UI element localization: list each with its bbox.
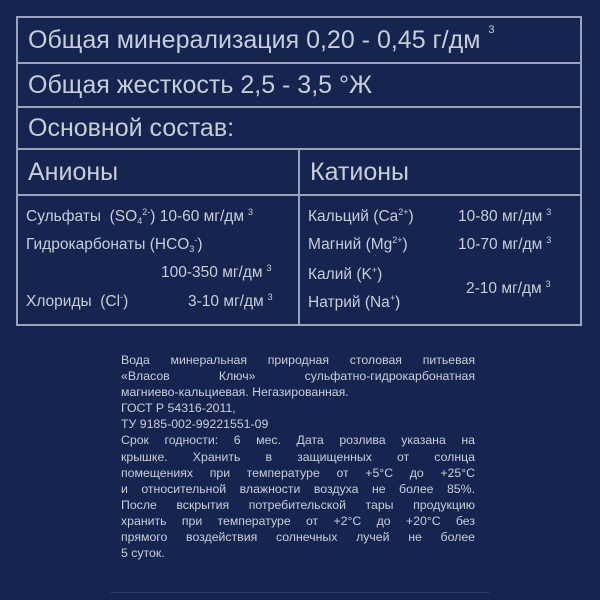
sodium-formula: (Na+) <box>364 293 401 311</box>
description-line: Срок годности: 6 мес. Дата розлива указана на <box>121 433 475 448</box>
kna-range-cell <box>466 280 551 298</box>
calcium-unit-sup: 3 <box>546 207 552 217</box>
sulfates-formula: $(SO4^{2-})$ <box>109 207 156 226</box>
hydrocarbonates-range-line <box>161 264 272 282</box>
hydrocarbonates-formula: (HCO3-) <box>149 235 203 254</box>
cations-header: Катионы <box>300 150 580 196</box>
description-line: ТУ 9185-002-99221551-09 <box>121 417 269 432</box>
potassium-item <box>308 266 382 284</box>
ions-section <box>18 150 580 324</box>
composition-table <box>16 16 582 326</box>
description-line: «Власов Ключ» сульфатно-гидрокарбонатная <box>121 369 475 384</box>
chlorides-unit-sup: 3 <box>267 292 273 302</box>
chlorides-range: 3-10 мг/дм <box>188 293 264 310</box>
calcium-item <box>308 208 414 226</box>
main-composition-row <box>18 108 580 150</box>
bottom-divider <box>110 592 490 593</box>
description-line: 5 суток. <box>121 546 165 561</box>
description-line: Вода минеральная природная столовая питьевая <box>121 353 475 367</box>
potassium-name: Калий <box>308 266 353 283</box>
potassium-formula: (K+) <box>356 265 383 283</box>
chlorides-name: Хлориды <box>26 293 92 310</box>
sodium-name: Натрий <box>308 294 361 311</box>
calcium-name: Кальций <box>308 208 369 225</box>
description-line: После вскрытия потребительской тары продукцию <box>121 497 475 512</box>
total-mineralization-row <box>18 18 580 64</box>
anions-header: Анионы <box>18 150 298 196</box>
magnesium-range-cell <box>458 236 551 254</box>
kna-range: 2-10 мг/дм <box>466 280 542 297</box>
mineralization-unit-sup: 3 <box>488 24 495 36</box>
description-line: магниево-кальциевая. Негазированная. <box>121 385 349 400</box>
sulfates-unit-sup: 3 <box>247 207 253 217</box>
total-hardness-text: Общая жесткость 2,5 - 3,5 °Ж <box>28 70 373 99</box>
description-line: прямого воздействия солнечных лучей не более <box>121 530 475 545</box>
sodium-item <box>308 294 400 312</box>
calcium-formula: $(Ca^{2+})$ <box>373 207 414 225</box>
description-line: хранить при температуре от +2°С до +20°С без <box>121 513 475 528</box>
chlorides-formula: (Cl-) <box>100 292 129 310</box>
calcium-range-cell <box>458 208 551 226</box>
magnesium-name: Магний <box>308 236 362 253</box>
sulfates-item <box>26 208 253 226</box>
sulfates-name: Сульфаты <box>26 208 101 225</box>
description-line: крышке. Хранить в защищенных от солнца <box>121 449 475 464</box>
description-line: помещениях при температуре от +5°С до +25°С <box>121 465 475 480</box>
calcium-range: 10-80 мг/дм <box>458 208 543 225</box>
magnesium-formula: $(Mg^{2+})$ <box>365 235 408 253</box>
description-line: и относительной влажности воздуха не более 85%. <box>121 481 475 496</box>
chlorides-item <box>26 293 128 311</box>
magnesium-range: 10-70 мг/дм <box>458 236 543 253</box>
main-composition-heading: Основной состав: <box>28 113 235 142</box>
total-hardness-row <box>18 64 580 108</box>
sulfates-range: 10-60 мг/дм <box>159 208 244 225</box>
hydrocarbonates-range: 100-350 мг/дм <box>161 264 263 281</box>
hydrocarbonates-item <box>26 236 203 254</box>
description-line: ГОСТ Р 54316-2011, <box>121 401 236 416</box>
total-mineralization-text: Общая минерализация 0,20 - 0,45 г/дм <box>28 25 481 54</box>
product-description <box>121 352 475 561</box>
magnesium-item <box>308 236 408 254</box>
hydrocarbonates-name: Гидрокарбонаты <box>26 236 146 253</box>
chlorides-range-cell <box>188 293 273 311</box>
magnesium-unit-sup: 3 <box>546 235 552 245</box>
hydrocarbonates-unit-sup: 3 <box>266 263 272 273</box>
kna-unit-sup: 3 <box>545 279 551 289</box>
